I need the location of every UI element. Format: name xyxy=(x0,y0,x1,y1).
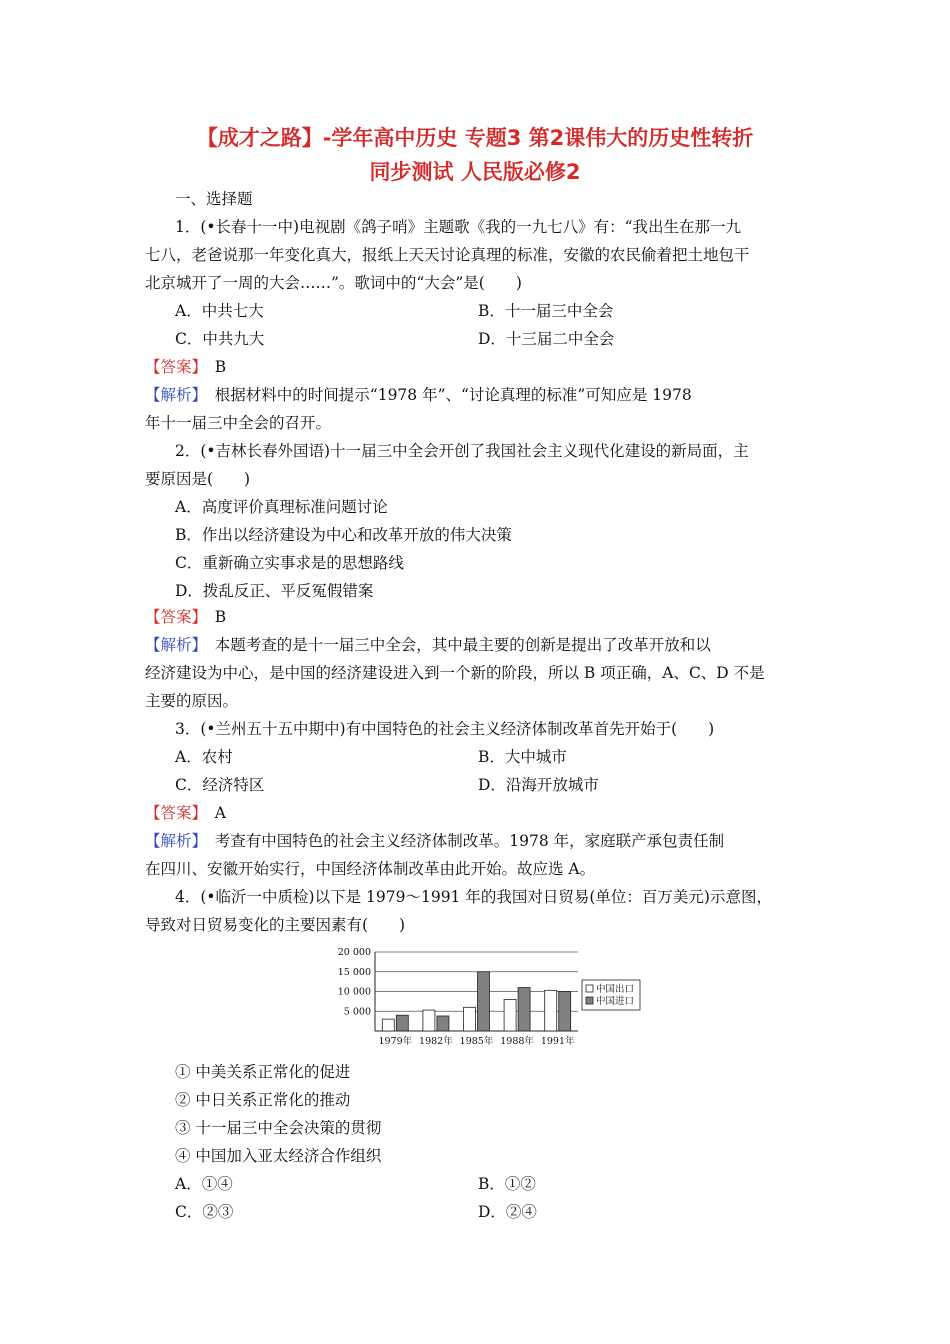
q2-option-d: D．拨乱反正、平反冤假错案 xyxy=(175,582,374,600)
bar-import xyxy=(437,1016,449,1031)
bar-import xyxy=(478,972,490,1031)
q3-option-d: D．沿海开放城市 xyxy=(478,776,599,794)
q3-explanation-line-2: 在四川、安徽开始实行，中国经济体制改革由此开始。故应选 A。 xyxy=(145,860,596,878)
explanation-text: 本题考查的是十一届三中全会，其中最主要的创新是提出了改革开放和以 xyxy=(214,636,711,654)
y-tick-label: 15 000 xyxy=(337,966,371,978)
section-heading: 一、选择题 xyxy=(175,190,253,208)
document-title-line-1: 【成才之路】-学年高中历史 专题3 第2课伟大的历史性转折 xyxy=(196,126,754,150)
q1-explanation-line-1 xyxy=(145,385,692,405)
legend-label: 中国出口 xyxy=(596,984,635,995)
x-tick-label: 1985年 xyxy=(459,1036,494,1047)
q1-explanation-line-2: 年十一届三中全会的召开。 xyxy=(145,414,332,432)
q3-explanation-line-1 xyxy=(145,831,724,851)
x-tick-label: 1988年 xyxy=(500,1036,534,1047)
bar-import xyxy=(396,1015,408,1031)
q2-explanation-line-3: 主要的原因。 xyxy=(145,692,239,710)
q4-option-c: C．②③ xyxy=(175,1203,234,1221)
bar-import xyxy=(518,988,530,1031)
explanation-tag: 【解析】 xyxy=(145,832,200,850)
q1-answer xyxy=(145,357,226,377)
q2-stem-line-2: 要原因是( ) xyxy=(145,470,251,488)
answer-tag: 【答案】 xyxy=(145,608,200,626)
bar-import xyxy=(559,992,571,1032)
bar-export xyxy=(504,999,516,1031)
q1-stem-line-3: 北京城开了一周的大会……”。歌词中的“大会”是( ) xyxy=(145,274,522,292)
q3-stem-line-1: 3．(•兰州五十五中期中)有中国特色的社会主义经济体制改革首先开始于( ) xyxy=(175,720,715,738)
q4-statement-3: ③ 十一届三中全会决策的贯彻 xyxy=(175,1119,382,1137)
y-tick-label: 5 000 xyxy=(343,1006,371,1018)
q1-option-a: A．中共七大 xyxy=(175,302,264,320)
answer-value: B xyxy=(214,358,227,376)
q4-statement-2: ② 中日关系正常化的推动 xyxy=(175,1091,351,1109)
bar-export xyxy=(382,1019,394,1031)
q1-option-b: B．十一届三中全会 xyxy=(478,302,614,320)
legend-label: 中国进口 xyxy=(596,996,635,1007)
bar-export xyxy=(464,1007,476,1031)
q2-option-b: B．作出以经济建设为中心和改革开放的伟大决策 xyxy=(175,526,512,544)
q2-explanation-line-1 xyxy=(145,635,711,655)
q4-option-a: A．①④ xyxy=(175,1175,233,1193)
q1-stem-line-2: 七八，老爸说那一年变化真大，报纸上天天讨论真理的标准，安徽的农民偷着把土地包干 xyxy=(145,246,750,264)
y-tick-label: 10 000 xyxy=(337,986,371,998)
answer-tag: 【答案】 xyxy=(145,804,200,822)
answer-tag: 【答案】 xyxy=(145,358,200,376)
q2-option-a: A．高度评价真理标准问题讨论 xyxy=(175,498,388,516)
answer-value: B xyxy=(214,608,227,626)
q4-option-d: D．②④ xyxy=(478,1203,537,1221)
q3-option-c: C．经济特区 xyxy=(175,776,265,794)
q4-statement-1: ① 中美关系正常化的促进 xyxy=(175,1063,351,1081)
legend-swatch xyxy=(586,997,593,1004)
bar-export xyxy=(423,1010,435,1031)
document-title-line-2: 同步测试 人民版必修2 xyxy=(369,160,581,184)
q2-explanation-line-2: 经济建设为中心，是中国的经济建设进入到一个新的阶段，所以 B 项正确，A、C、D 不是 xyxy=(145,664,765,682)
bar-export xyxy=(545,990,557,1031)
explanation-tag: 【解析】 xyxy=(145,386,200,404)
q4-stem-line-2: 导致对日贸易变化的主要因素有( ) xyxy=(145,916,406,934)
explanation-text: 考查有中国特色的社会主义经济体制改革。1978 年，家庭联产承包责任制 xyxy=(214,832,725,850)
x-tick-label: 1991年 xyxy=(540,1036,575,1047)
q1-option-d: D．十三届二中全会 xyxy=(478,330,615,348)
q4-stem-line-1: 4．(•临沂一中质检)以下是 1979～1991 年的我国对日贸易(单位：百万美元)示意图， xyxy=(175,888,772,906)
q3-option-b: B．大中城市 xyxy=(478,748,567,766)
q4-option-b: B．①② xyxy=(478,1175,536,1193)
answer-value: A xyxy=(214,804,226,822)
explanation-text: 根据材料中的时间提示“1978 年”、“讨论真理的标准”可知应是 1978 xyxy=(214,386,692,404)
q1-option-c: C．中共九大 xyxy=(175,330,265,348)
explanation-tag: 【解析】 xyxy=(145,636,200,654)
legend-swatch xyxy=(586,985,593,992)
trade-bar-chart xyxy=(328,940,648,1052)
q2-option-c: C．重新确立实事求是的思想路线 xyxy=(175,554,404,572)
x-tick-label: 1982年 xyxy=(419,1036,453,1047)
q1-stem-line-1: 1．(•长春十一中)电视剧《鸽子哨》主题歌《我的一九七八》有：“我出生在那一九 xyxy=(175,218,742,236)
x-tick-label: 1979年 xyxy=(378,1036,413,1047)
q2-stem-line-1: 2．(•吉林长春外国语)十一届三中全会开创了我国社会主义现代化建设的新局面，主 xyxy=(175,442,749,460)
q3-answer xyxy=(145,803,226,823)
q3-option-a: A．农村 xyxy=(175,748,233,766)
q2-answer xyxy=(145,607,226,627)
q4-statement-4: ④ 中国加入亚太经济合作组织 xyxy=(175,1147,382,1165)
y-tick-label: 20 000 xyxy=(337,947,371,958)
